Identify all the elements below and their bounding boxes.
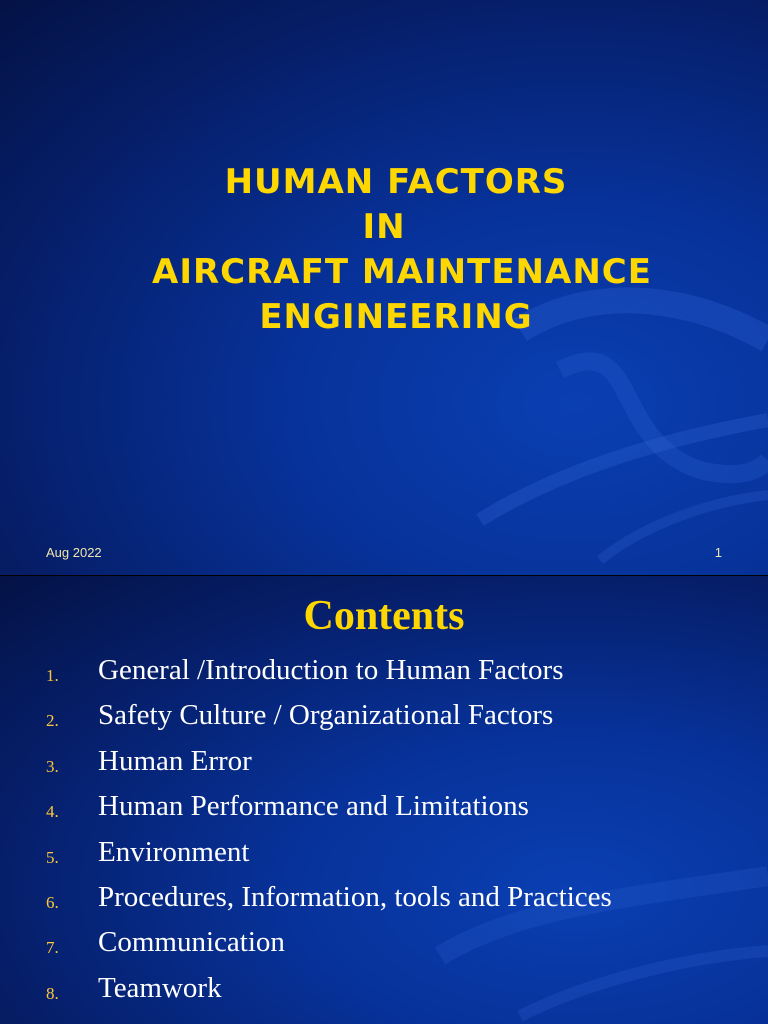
contents-slide (0, 576, 768, 1024)
list-item (0, 654, 768, 699)
item-number: 4. (46, 802, 59, 822)
list-item (0, 926, 768, 971)
item-number: 7. (46, 938, 59, 958)
list-item (0, 790, 768, 835)
item-number: 3. (46, 756, 59, 776)
item-number: 8. (46, 983, 59, 1003)
contents-heading: Contents (303, 593, 465, 639)
item-text: Communication (98, 926, 285, 959)
item-text: Human Performance and Limitations (98, 790, 529, 823)
item-text: Procedures, Information, tools and Practices (98, 880, 612, 913)
contents-list (0, 654, 768, 1017)
item-number: 6. (46, 892, 59, 912)
list-item (0, 745, 768, 790)
item-number: 1. (46, 666, 59, 685)
item-text: Human Error (98, 744, 252, 777)
list-item (0, 881, 768, 926)
item-text: General /Introduction to Human Factors (98, 654, 564, 686)
list-item (0, 699, 768, 744)
list-item (0, 972, 768, 1017)
item-number: 5. (46, 847, 59, 867)
title-line: ENGINEERING (259, 297, 533, 337)
item-text: Environment (98, 835, 250, 868)
item-text: Safety Culture / Organizational Factors (98, 699, 554, 732)
item-text: Teamwork (98, 971, 222, 1004)
presentation-title (0, 160, 768, 340)
footer-date: Aug 2022 (46, 545, 102, 560)
list-item (0, 836, 768, 881)
title-line: AIRCRAFT MAINTENANCE (152, 252, 652, 292)
title-line: IN (362, 207, 406, 247)
item-number: 2. (46, 711, 59, 731)
slide-page-number: 1 (714, 545, 722, 560)
title-line: HUMAN FACTORS (224, 162, 568, 202)
